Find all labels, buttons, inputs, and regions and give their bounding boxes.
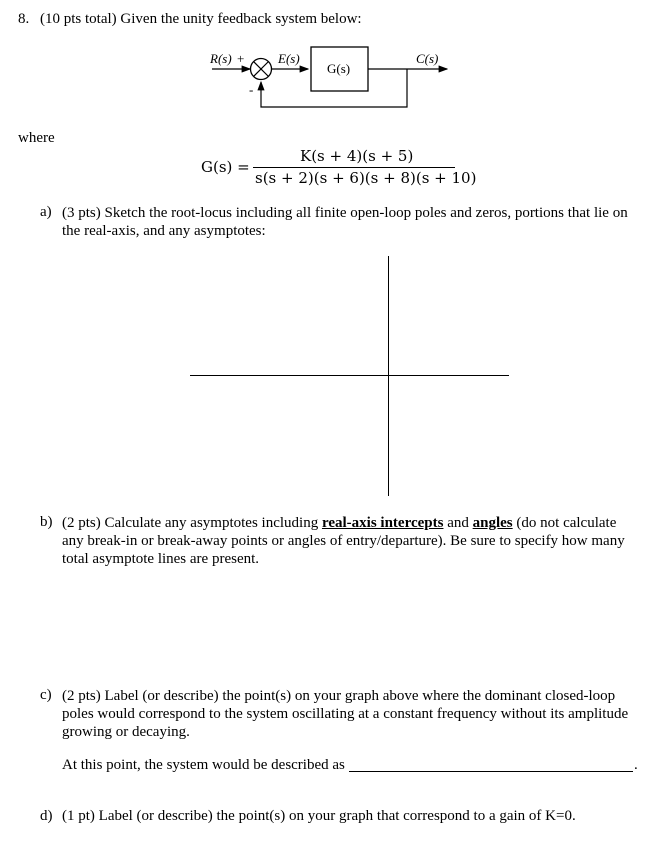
equation-lhs: G(s) = [201,158,250,176]
part-c-answer-end: . [634,757,638,773]
part-c-answer-prompt: At this point, the system would be described as [62,757,345,773]
part-b-text [62,514,640,568]
output-label: C(s) [416,51,439,66]
part-d-label: d) [40,808,53,824]
fraction-bar [253,167,455,168]
minus-sign: - [249,82,254,97]
part-d-text: (1 pt) Label (or describe) the point(s) on your graph that correspond to a gain of K=0. [62,808,576,824]
part-b-text-3: (do not calculate any break-in or break-away points or angles of entry/departure). Be sure to specify how many total asymptote lines are present. [62,515,625,567]
feedback-block-diagram [0,0,666,115]
sketch-imag-axis [388,256,389,496]
summing-junction [251,59,272,80]
part-a-label: a) [40,204,52,220]
part-c-label: c) [40,687,52,703]
real-axis-intercepts-emphasis: real-axis intercepts [321,515,444,531]
sketch-real-axis [190,375,509,376]
error-label: E(s) [278,51,300,66]
plant-label: G(s) [327,61,351,76]
part-b-label: b) [40,514,53,530]
angles-emphasis: angles [472,515,513,531]
part-c-answer-blank[interactable] [349,771,633,772]
part-c-text: (2 pts) Label (or describe) the point(s) on your graph above where the dominant closed-loop poles would correspond to the system oscillating at a constant frequency without its amplitude growing or decaying. [62,688,629,740]
input-label: R(s) [210,51,232,66]
equation-numerator: K(s + 4)(s + 5) [300,147,414,165]
equation-denominator: s(s + 2)(s + 6)(s + 8)(s + 10) [255,169,477,187]
part-b-text-2: and [443,515,473,531]
part-a-text: (3 pts) Sketch the root-locus including all finite open-loop poles and zeros, portions that lie on the real-axis, and any asymptotes: [62,205,628,239]
part-b-text-1: (2 pts) Calculate any asymptotes including [62,515,322,531]
problem-heading: (10 pts total) Given the unity feedback system below: [40,11,362,27]
problem-number: 8. [18,11,30,27]
where-label: where [18,130,55,146]
plus-sign: + [237,51,245,66]
